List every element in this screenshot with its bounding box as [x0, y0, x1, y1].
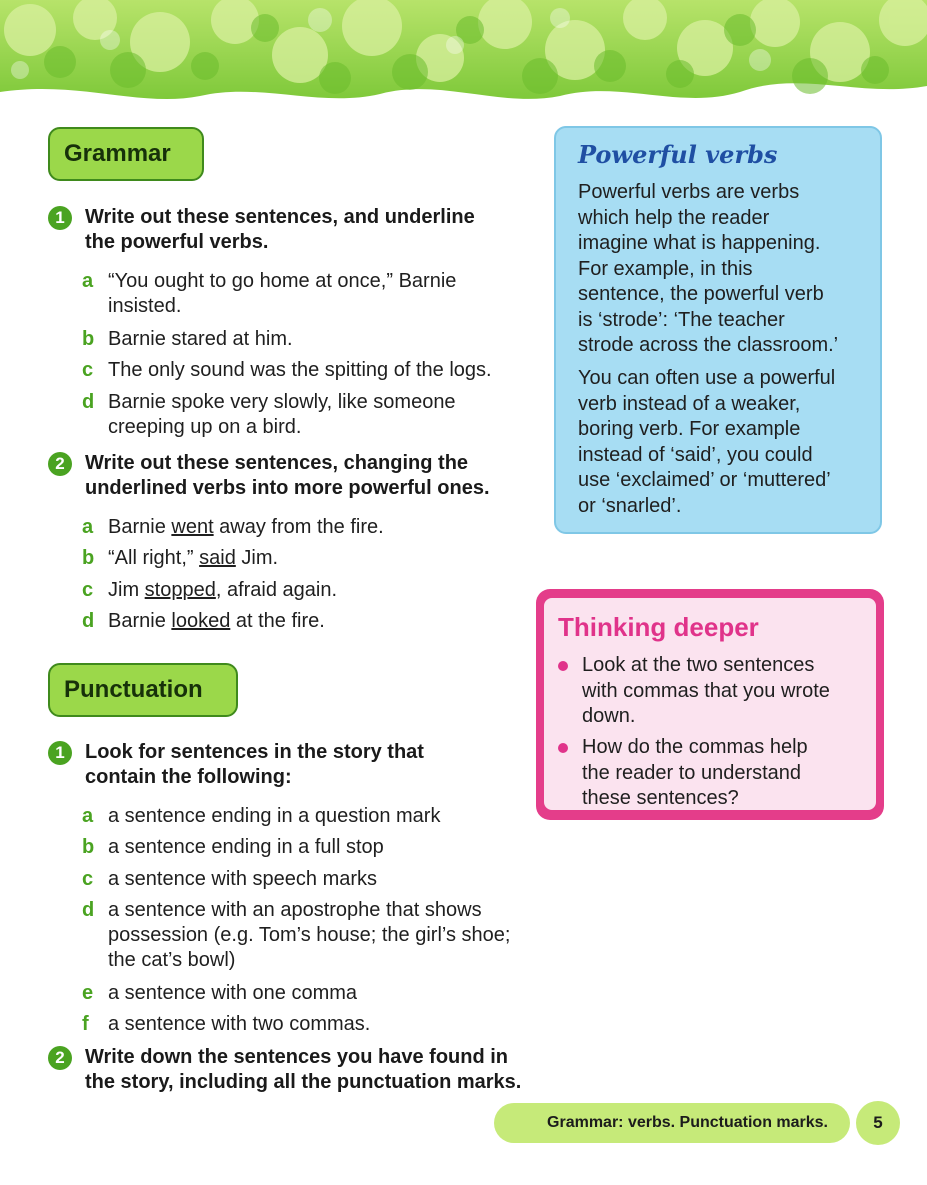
powerful-verbs-paragraph-2: You can often use a powerful verb instead of a weaker, boring verb. For example instead of ‘said’, you could use ‘exclaimed’ or ‘muttered’ or ‘snarled’. [578, 367, 836, 517]
grammar-heading-label: Grammar [64, 140, 171, 167]
powerful-verbs-box [554, 126, 882, 534]
green-bubbles-illustration [0, 0, 927, 110]
thinking-deeper-bullet-2: How do the commas help the reader to understand these sentences? [582, 736, 808, 809]
question-text: Look for sentences in the story that contain the following: [85, 741, 424, 788]
question-number-badge: 1 [48, 206, 72, 230]
question-text: Write out these sentences, changing the underlined verbs into more powerful ones. [85, 452, 490, 499]
underlined-verb: stopped [144, 579, 216, 601]
bullet-dot-icon [558, 743, 568, 753]
powerful-verbs-paragraph-1: Powerful verbs are verbs which help the reader imagine what is happening. For example, in this sentence, the powerful verb is ‘strode’: ‘The teacher strode across the classroom.’ [578, 181, 839, 356]
underlined-verb: said [199, 547, 236, 569]
thinking-deeper-bullet-1: Look at the two sentences with commas that you wrote down. [582, 654, 830, 727]
page-number: 5 [856, 1101, 900, 1145]
bullet-dot-icon [558, 661, 568, 671]
question-number-badge: 2 [48, 452, 72, 476]
grammar-heading [48, 127, 204, 181]
thinking-deeper-box [536, 589, 884, 820]
grammar-question-2 [48, 451, 548, 503]
punctuation-question-2 [48, 1045, 568, 1097]
question-text: Write out these sentences, and underline the powerful verbs. [85, 206, 475, 253]
question-text: Write down the sentences you have found in the story, including all the punctuation marks. [85, 1046, 522, 1093]
grammar-question-1 [48, 205, 528, 257]
powerful-verbs-title: Powerful verbs [578, 140, 778, 169]
punctuation-heading-label: Punctuation [64, 676, 203, 703]
footer-topic: Grammar: verbs. Punctuation marks. [494, 1103, 850, 1143]
underlined-verb: looked [171, 610, 231, 632]
question-number-badge: 2 [48, 1046, 72, 1070]
punctuation-heading [48, 663, 238, 717]
question-number-badge: 1 [48, 741, 72, 765]
underlined-verb: went [171, 516, 214, 538]
punctuation-question-1 [48, 740, 528, 792]
thinking-deeper-title: Thinking deeper [558, 612, 759, 642]
decorative-banner [0, 0, 927, 110]
